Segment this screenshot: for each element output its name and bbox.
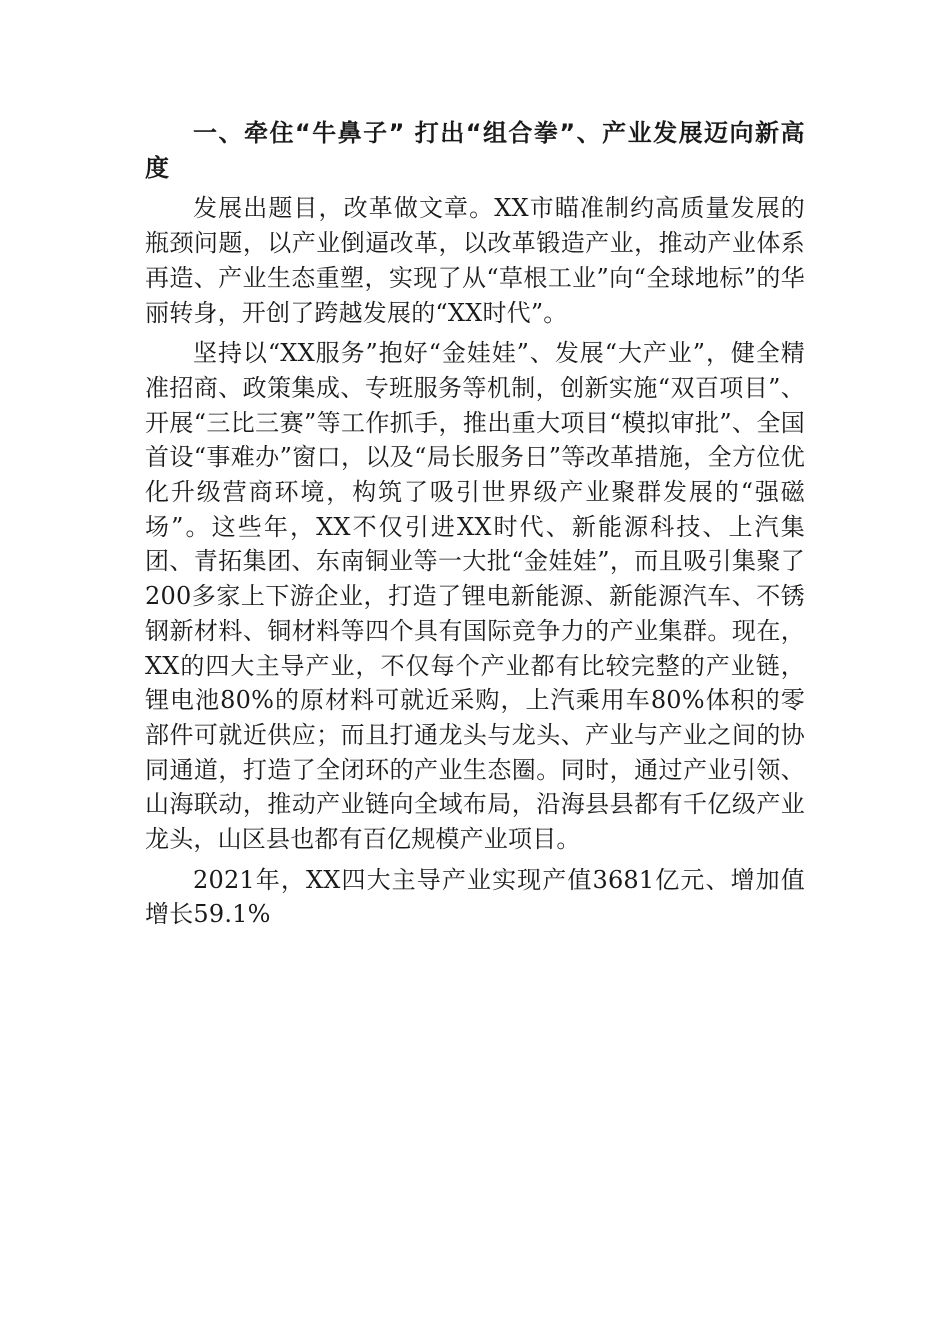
- section-heading: 一、牵住“牛鼻子” 打出“组合拳”、产业发展迈向新高度: [145, 119, 805, 182]
- paragraph-output: 2021年，XX四大主导产业实现产值3681亿元、增加值增长59.1%: [145, 865, 805, 929]
- paragraph-service: 坚持以“XX服务”抱好“金娃娃”、发展“大产业”，健全精准招商、政策集成、专班服务等机制，创新实施“双百项目”、开展“三比三赛”等工作抓手，推出重大项目“模拟审批”、全国首设“事难办”窗口，以及“局长服务日”等改革措施，全方位优化升级营商环境，构筑了吸引世界级产业聚群发展的“强磁场”。这些年，XX不仅引进XX时代、新能源科技、上汽集团、青拓集团、东南铜业等一大批“金娃娃”，而且吸引集聚了200多家上下游企业，打造了锂电新能源、新能源汽车、不锈钢新材料、铜材料等四个具有国际竞争力的产业集群。现在，XX的四大主导产业，不仅每个产业都有比较完整的产业链，锂电池80%的原材料可就近采购，上汽乘用车80%体积的零部件可就近供应；而且打通龙头与龙头、产业与产业之间的协同通道，打造了全闭环的产业生态圈。同时，通过产业引领、山海联动，推动产业链向全域布局，沿海县县都有千亿级产业龙头，山区县也都有百亿规模产业项目。: [145, 339, 805, 854]
- document-body: [145, 116, 805, 938]
- paragraph-intro: 发展出题目，改革做文章。XX市瞄准制约高质量发展的瓶颈问题，以产业倒逼改革，以改革锻造产业，推动产业体系再造、产业生态重塑，实现了从“草根工业”向“全球地标”的华丽转身，开创了跨越发展的“XX时代”。: [145, 194, 805, 327]
